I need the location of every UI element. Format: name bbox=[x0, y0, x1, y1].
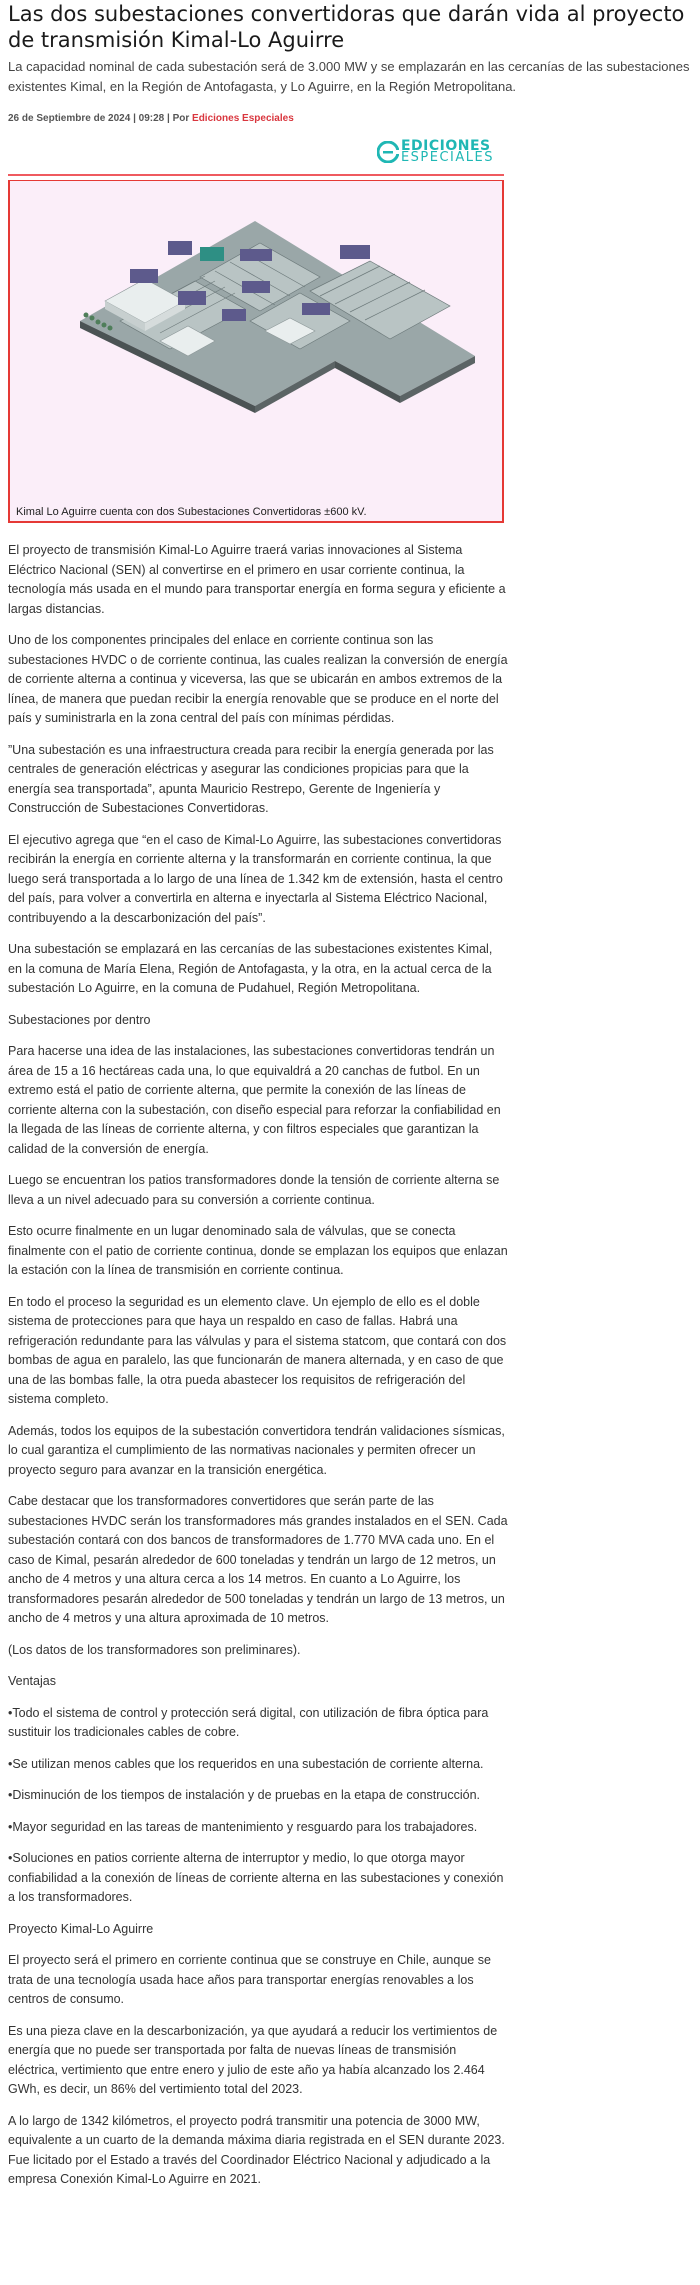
article-body bbox=[8, 541, 508, 2190]
figure-caption: Kimal Lo Aguirre cuenta con dos Subestaciones Convertidoras ±600 kV. bbox=[16, 506, 367, 518]
paragraph: En todo el proceso la seguridad es un elemento clave. Un ejemplo de ello es el doble sistema de protecciones para que haya un respaldo en caso de fallas. Habrá una refrigeración redundante para las válvulas y para el sistema statcom, que contará con dos bombas de agua en paralelo, las que funcionarán de manera alternada, y en caso de que una de las bombas falle, la otra pueda abastecer los requisitos de refrigeración del sistema completo. bbox=[8, 1294, 507, 1406]
article-title: Las dos subestaciones convertidoras que darán vida al proyecto de transmisión Kimal-Lo Aguirre bbox=[8, 2, 685, 52]
list-item: •Soluciones en patios corriente alterna de interruptor y medio, lo que otorga mayor confiabilidad a la conexión de líneas de corriente alterna en las subestaciones y conexión a los transformadores. bbox=[8, 1851, 504, 1904]
logo-text bbox=[401, 140, 494, 164]
article-meta bbox=[8, 113, 692, 124]
logo-line-2: ESPECIALES bbox=[400, 150, 494, 165]
logo-line-1: EDICIONES bbox=[400, 138, 491, 154]
list-item: •Se utilizan menos cables que los requeridos en una subestación de corriente alterna. bbox=[8, 1756, 484, 1771]
paragraph: Además, todos los equipos de la subestación convertidora tendrán validaciones sísmicas, lo cual garantiza el cumplimiento de las normativas nacionales y permiten ofrecer un proyecto seguro para avanzar en la transición energética. bbox=[8, 1423, 505, 1477]
article-lead: La capacidad nominal de cada subestación será de 3.000 MW y se emplazarán en las cercanías de las subestaciones existentes Kimal, en la Región de Antofagasta, y Lo Aguirre, en la Región Metropolitana. bbox=[8, 59, 690, 94]
logo-mark-icon bbox=[377, 141, 399, 163]
paragraph: ”Una subestación es una infraestructura creada para recibir la energía generada por las centrales de generación eléctricas y asegurar las condiciones propicias para que la energía sea transportada”, apunta Mauricio Restrepo, Gerente de Ingeniería y Construcción de Subestaciones Convertidoras. bbox=[8, 742, 494, 815]
paragraph: Una subestación se emplazará en las cercanías de las subestaciones existentes Kimal, en la comuna de María Elena, Región de Antofagasta, y la otra, en la actual cerca de la subestación Lo Aguirre, en la comuna de Pudahuel, Región Metropolitana. bbox=[8, 942, 493, 995]
article-figure bbox=[8, 180, 504, 523]
paragraph: El proyecto será el primero en corriente continua que se construye en Chile, aunque se trata de una tecnología usada hace años para transportar energías renovables a los centros de consumo. bbox=[8, 1953, 491, 2006]
list-item: •Disminución de los tiempos de instalación y de pruebas en la etapa de construcción. bbox=[8, 1788, 481, 1802]
ediciones-especiales-logo[interactable] bbox=[377, 140, 494, 164]
paragraph: Es una pieza clave en la descarbonización, ya que ayudará a reducir los vertimientos de energía que no puede ser transportada por falta de nuevas líneas de transmisión eléctrica, vertimiento que entre enero y julio de este año ya había alcanzado los 2.464 GWh, es decir, un 86% del vertimiento total del 2023. bbox=[8, 2023, 498, 2096]
paragraph: A lo largo de 1342 kilómetros, el proyecto podrá transmitir una potencia de 3000 MW, equivalente a un cuarto de la demanda máxima diaria registrada en el SEN durante 2023. Fue licitado por el Estado a través del Coordinador Eléctrico Nacional y adjudicado a la empresa Conexión Kimal-Lo Aguirre en 2021. bbox=[8, 2113, 505, 2186]
subheading: Ventajas bbox=[8, 1674, 56, 1688]
paragraph: Esto ocurre finalmente en un lugar denominado sala de válvulas, que se conecta finalmente con el patio de corriente continua, donde se emplazan los equipos que enlazan la estación con la línea de transmisión en corriente continua. bbox=[8, 1224, 508, 1277]
logo-divider bbox=[8, 174, 504, 176]
paragraph: Luego se encuentran los patios transformadores donde la tensión de corriente alterna se lleva a un nivel adecuado para su conversión a corriente continua. bbox=[8, 1173, 500, 1207]
substation-illustration bbox=[10, 181, 502, 501]
paragraph: (Los datos de los transformadores son preliminares). bbox=[8, 1642, 301, 1657]
list-item: •Todo el sistema de control y protección será digital, con utilización de fibra óptica para sustituir los tradicionales cables de cobre. bbox=[8, 1705, 489, 1739]
paragraph: Para hacerse una idea de las instalaciones, las subestaciones convertidoras tendrán un área de 15 a 16 hectáreas cada una, lo que equivaldrá a 20 canchas de futbol. En un extremo está el patio de corriente alterna, que permite la conexión de las líneas de corriente alterna con la subestación, con diseño especial para reforzar la confiabilidad en la llegada de las líneas de corriente alterna, y con filtros especiales que garantizan la calidad de la conversión de energía. bbox=[8, 1044, 501, 1156]
list-item: •Mayor seguridad en las tareas de mantenimiento y resguardo para los trabajadores. bbox=[8, 1819, 478, 1834]
logo-row bbox=[8, 138, 504, 172]
subheading: Proyecto Kimal-Lo Aguirre bbox=[8, 1921, 154, 1936]
paragraph: Cabe destacar que los transformadores convertidores que serán parte de las subestaciones HVDC serán los transformadores más grandes instalados en el SEN. Cada subestación contará con dos bancos de transformadores de 1.770 MVA cada uno. En el caso de Kimal, pesarán alrededor de 600 toneladas y tendrán un largo de 12 metros, un ancho de 4 metros y una altura cerca a los 14 metros. En cuanto a Lo Aguirre, los transformadores pesarán alrededor de 500 toneladas y tendrán un largo de 13 metros, un ancho de 4 metros y una altura aproximada de 10 metros. bbox=[8, 1494, 508, 1625]
author-link[interactable]: Ediciones Especiales bbox=[192, 113, 294, 124]
subheading: Subestaciones por dentro bbox=[8, 1012, 151, 1027]
paragraph: El ejecutivo agrega que “en el caso de Kimal-Lo Aguirre, las subestaciones convertidoras recibirán la energía en corriente alterna y la transformarán en corriente continua, la que luego será transportada a lo largo de una línea de 1.342 km de extensión, hasta el centro del país, para volver a convertirla en alterna e inyectarla al Sistema Eléctrico Nacional, contribuyendo a la descarbonización del país”. bbox=[8, 832, 503, 925]
paragraph: El proyecto de transmisión Kimal-Lo Aguirre traerá varias innovaciones al Sistema Eléctrico Nacional (SEN) al convertirse en el primero en usar corriente continua, la tecnología más usada en el mundo para transportar energía en forma segura y eficiente a largas distancias. bbox=[8, 543, 506, 616]
paragraph: Uno de los componentes principales del enlace en corriente continua son las subestaciones HVDC o de corriente continua, las cuales realizan la conversión de energía de corriente alterna a continua y viceversa, las que se ubicarán en ambos extremos de la línea, de manera que puedan recibir la energía renovable que se produce en el norte del país y suministrarla en la zona central del país con mínimas pérdidas. bbox=[8, 633, 508, 725]
article-date: 26 de Septiembre de 2024 | 09:28 | Por bbox=[8, 113, 190, 124]
